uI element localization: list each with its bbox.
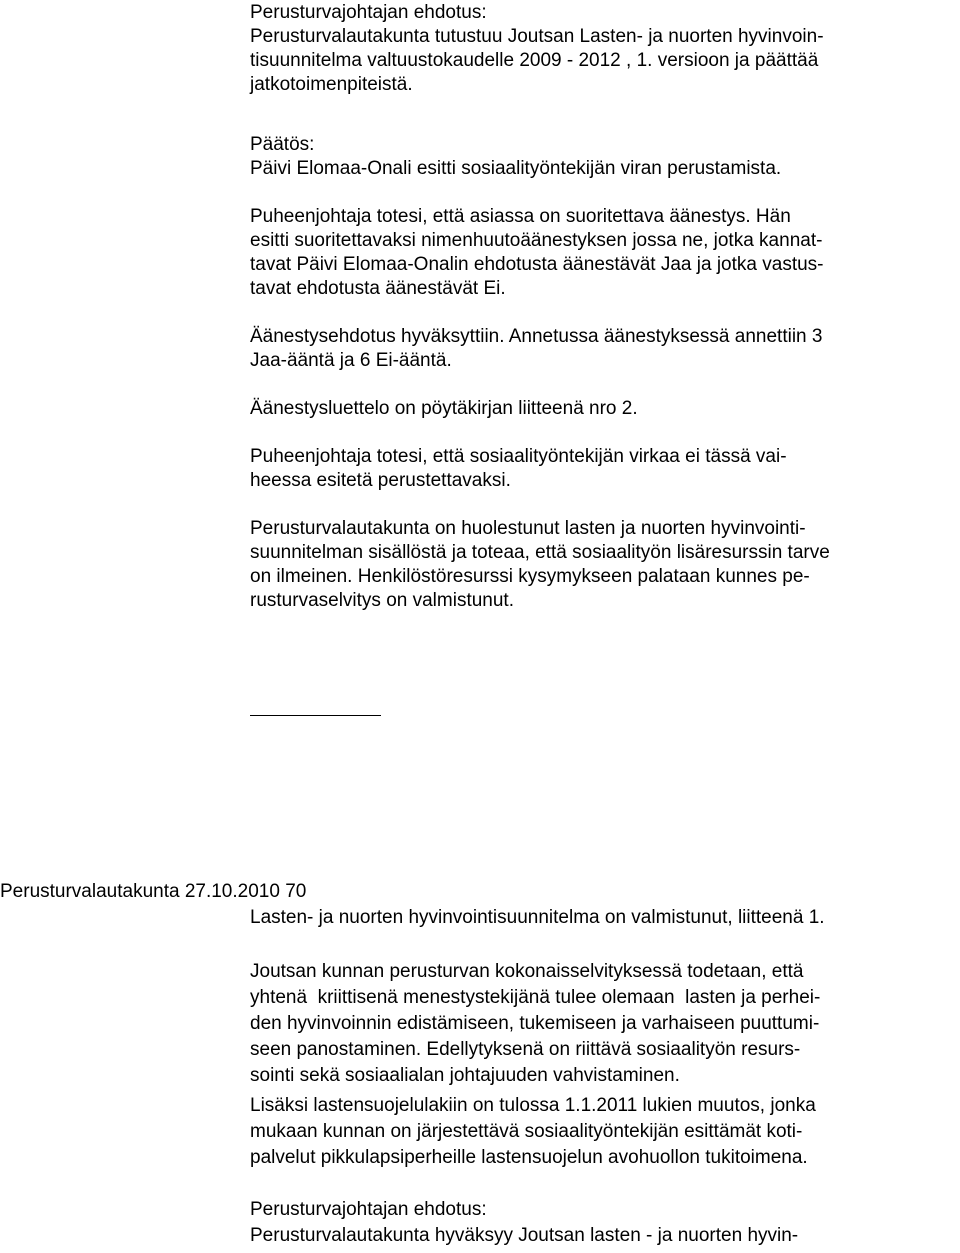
meeting-paragraph-line: mukaan kunnan on järjestettävä sosiaalityöntekijän esittämät koti- — [250, 1121, 803, 1142]
decision-paragraph-line: Perusturvalautakunta on huolestunut lasten ja nuorten hyvinvointi- — [250, 518, 806, 539]
decision-paragraph-line: suunnitelman sisällöstä ja toteaa, että sosiaalityön lisäresurssin tarve — [250, 542, 830, 563]
decision-paragraph-line: tavat Päivi Elomaa-Onalin ehdotusta äänestävät Jaa ja jotka vastus- — [250, 254, 824, 275]
decision-line: Päivi Elomaa-Onali esitti sosiaalityöntekijän viran perustamista. — [250, 158, 782, 179]
meeting-paragraph-line: sointi sekä sosiaalialan johtajuuden vahvistaminen. — [250, 1065, 680, 1086]
decision-paragraph-line: heessa esitetä perustettavaksi. — [250, 470, 511, 491]
decision-paragraph-line: Puheenjohtaja totesi, että sosiaalityöntekijän virkaa ei tässä vai- — [250, 446, 787, 467]
proposal-heading: Perusturvajohtajan ehdotus: — [250, 2, 487, 23]
separator-rule — [250, 715, 381, 716]
meeting-paragraph-line: den hyvinvoinnin edistämiseen, tukemiseen ja varhaiseen puuttumi- — [250, 1013, 820, 1034]
meeting-paragraph-line: seen panostaminen. Edellytyksenä on riittävä sosiaalityön resurs- — [250, 1039, 801, 1060]
decision-paragraph-line: tavat ehdotusta äänestävät Ei. — [250, 278, 506, 299]
decision-paragraph-line: esitti suoritettavaksi nimenhuutoäänestyksen jossa ne, jotka kannat- — [250, 230, 823, 251]
proposal-line: jatkotoimenpiteistä. — [250, 74, 413, 95]
vote-result-line: Äänestysehdotus hyväksyttiin. Annetussa äänestyksessä annettiin 3 — [250, 326, 823, 347]
meeting-paragraph-line: palvelut pikkulapsiperheille lastensuojelun avohuollon tukitoimena. — [250, 1147, 808, 1168]
meeting-header: Perusturvalautakunta 27.10.2010 70 — [0, 881, 307, 902]
proposal-heading: Perusturvajohtajan ehdotus: — [250, 1199, 487, 1220]
proposal-line: Perusturvalautakunta tutustuu Joutsan Lasten- ja nuorten hyvinvoin- — [250, 26, 824, 47]
decision-heading: Päätös: — [250, 134, 315, 155]
decision-paragraph-line: rusturvaselvitys on valmistunut. — [250, 590, 514, 611]
proposal-line: Perusturvalautakunta hyväksyy Joutsan lasten - ja nuorten hyvin- — [250, 1225, 799, 1246]
vote-list-line: Äänestysluettelo on pöytäkirjan liitteenä nro 2. — [250, 398, 638, 419]
decision-paragraph-line: Puheenjohtaja totesi, että asiassa on suoritettava äänestys. Hän — [250, 206, 791, 227]
meeting-paragraph-line: Joutsan kunnan perusturvan kokonaisselvityksessä todetaan, että — [250, 961, 804, 982]
meeting-paragraph-line: yhtenä kriittisenä menestystekijänä tulee olemaan lasten ja perhei- — [250, 987, 821, 1008]
vote-result-line: Jaa-ääntä ja 6 Ei-ääntä. — [250, 350, 452, 371]
meeting-paragraph-line: Lisäksi lastensuojelulakiin on tulossa 1.1.2011 lukien muutos, jonka — [250, 1095, 816, 1116]
proposal-line: tisuunnitelma valtuustokaudelle 2009 - 2012 , 1. versioon ja päättää — [250, 50, 819, 71]
meeting-line: Lasten- ja nuorten hyvinvointisuunnitelma on valmistunut, liitteenä 1. — [250, 907, 825, 928]
decision-paragraph-line: on ilmeinen. Henkilöstöresurssi kysymykseen palataan kunnes pe- — [250, 566, 810, 587]
